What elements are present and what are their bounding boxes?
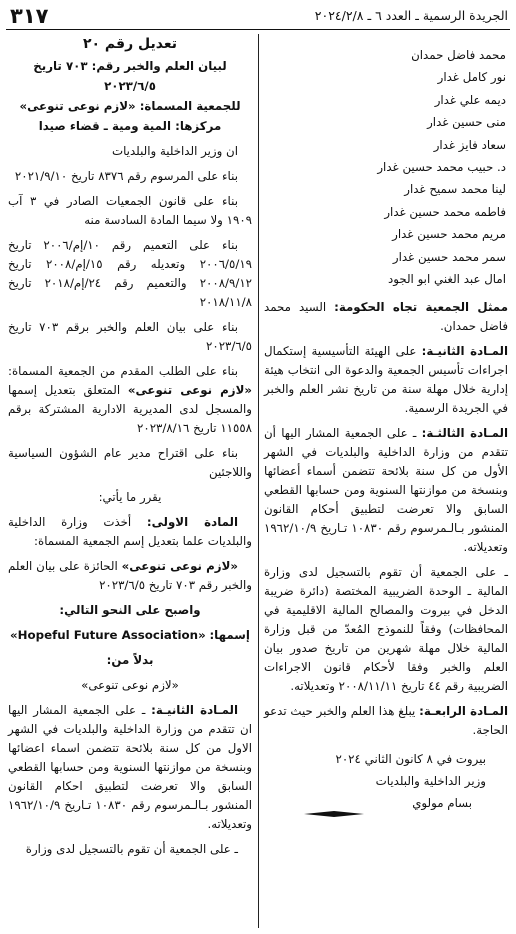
amendment-subtitle-1: لبيان العلم والخبر رقم: ٧٠٣ تاريخ ٢٠٢٣/٦/٥: [33, 59, 227, 93]
journal-title: الجريدة الرسمية ـ العدد ٦ ـ ٢٠٢٤/٢/٨: [314, 8, 508, 23]
new-name-label: إسمها:: [209, 628, 250, 642]
article-text: يبلغ هذا العلم والخبر حيث تدعو الحاجة.: [264, 704, 508, 738]
article-text: ـ على الجمعية المشار اليها ان تتقدم من وزارة الداخلية والبلديات في الشهر الاول من كل سنة بلائحة تتضمن اسماء اعضائها وبنسخة من موازنتها السنوية ومن حسابها القطعي السابق والا تعرضت لتطبيق احكام القانون المنشور بـالـمرسوم رقم ١٠٨٣٠ تـاريخ ١٩٦٢/١٠/٩ وتعديلاته.: [8, 703, 252, 831]
preamble-decree: بناء على المرسوم رقم ٨٣٧٦ تاريخ ٢٠٢١/٩/١٠: [14, 169, 238, 183]
page-number: ٣١٧: [10, 4, 49, 28]
article-text: أخذت وزارة الداخلية والبلديات علما بتعديل إسم الجمعية المسماة:: [8, 515, 252, 548]
gov-representative: [264, 298, 508, 336]
article-label: المـادة الثانيـة:: [151, 703, 238, 717]
article-1: [8, 513, 252, 551]
preamble-proposal: بناء على اقتراح مدير عام الشؤون السياسية واللاجئين: [8, 446, 252, 479]
new-name-value: «Hopeful Future Association»: [10, 628, 206, 642]
request-text-c: المتعلق بتعديل إسمها والمسجل لدى المديرية الادارية المشتركة برقم ١١٥٥٨ تاريخ ٢٠٢٣/٨/١٦: [8, 383, 252, 435]
minister-name: بسام مولوي: [412, 796, 472, 811]
preamble-minister: ان وزير الداخلية والبلديات: [111, 144, 238, 158]
article-2: [264, 342, 508, 418]
article-text: على الهيئة التأسيسية إستكمال اجراءات تأسيس الجمعية والدعوة الى انتخاب هيئة إدارية خلال مهلة سنة من تاريخ نشر العلم والخبر في الجريدة الرسمية.: [264, 344, 508, 416]
preamble-request: [8, 362, 252, 438]
article-2-tax: ـ على الجمعية أن تقوم بالتسجيل لدى وزارة: [25, 842, 238, 856]
article-3: [264, 424, 508, 557]
date-line: بيروت في ٨ كانون الثاني ٢٠٢٤: [335, 752, 486, 767]
list-item: فاطمه محمد حسين غدار: [384, 204, 506, 219]
list-item: منى حسين غدار: [427, 115, 506, 130]
became-heading: واصبح على النحو التالي:: [59, 603, 201, 617]
article-4: [264, 702, 508, 740]
old-name-line: «لازم نوعى تنوعى»: [81, 678, 179, 692]
amendment-title: تعديل رقم ٢٠: [82, 36, 178, 52]
new-name-line: [8, 626, 252, 645]
signature-block: [264, 748, 508, 814]
minister-title: وزير الداخلية والبلديات: [375, 774, 486, 789]
page-header: [8, 6, 508, 28]
article-1-cont: [8, 557, 252, 595]
list-item: مريم محمد حسين غدار: [392, 227, 506, 242]
article-label: المـادة الثانيـة:: [421, 344, 508, 359]
amendment-subtitle-2: للجمعية المسماة: «لازم نوعى تنوعى»: [19, 99, 241, 113]
article-text: ـ على الجمعية المشار اليها أن تتقدم من وزارة الداخلية والبلديات في الشهر الأول من كل سنة بلائحة تتضمن أسماء أعضائها وبنسخة من موازنتها السنوية ومن حسابها القطعي السابق والا تعرضت لتطبيق أحكام القانون المنشور بـالـمرسوم رقم ١٠٨٣٠ تـاريخ ١٩٦٢/١٠/٩ وتعديلاته.: [264, 426, 508, 555]
article-text: الحائزة على بيان العلم والخبر رقم ٧٠٣ تاريخ ٢٠٢٣/٦/٥: [8, 559, 252, 592]
founders-list: [264, 34, 508, 290]
amendment-subtitle-3: مركزها: المية ومية ـ قضاء صيدا: [38, 119, 222, 133]
instead-heading: بدلاً من:: [106, 653, 154, 667]
end-separator: [304, 810, 364, 818]
preamble-law: بناء على قانون الجمعيات الصادر في ٣ آب ١٩٠٩ ولا سيما المادة السادسة منه: [8, 194, 252, 227]
article-label: المادة الاولى:: [146, 515, 238, 529]
association-old-name: «لازم نوعى تنوعى»: [127, 383, 252, 397]
preamble-statement: بناء على بيان العلم والخبر برقم ٧٠٣ تاريخ ٢٠٢٣/٦/٥: [8, 320, 252, 353]
gov-rep-value: السيد محمد فاضل حمدان.: [264, 300, 508, 334]
article-2-left: [8, 701, 252, 834]
gov-rep-label: ممثل الجمعية تجاه الحكومة:: [334, 300, 508, 315]
list-item: نور كامل غدار: [437, 70, 506, 85]
right-column: [264, 34, 508, 814]
list-item: سعاد فايز غدار: [433, 137, 506, 152]
article-label: المـادة الثالثـة:: [421, 426, 508, 441]
column-divider: [258, 34, 259, 928]
decides-heading: يقرر ما يأتي:: [98, 490, 162, 504]
article-3-tax: ـ على الجمعية أن تقوم بالتسجيل لدى وزارة المالية ـ الوحدة الضريبية المختصة (دائرة ضريبة الدخل في بيروت والمصالح المالية الاقليمية في المحافظات) وفقاً للنموذج المُعدّ من قبل وزارة المالية خلال مهلة شهرين من تاريخ صدور بيان العلم والخبر وفقا لأحكام قانون الاجراءات الضريبية رقم ٤٤ تاريخ ٢٠٠٨/١١/١١ وتعديلاته.: [264, 565, 508, 694]
list-item: سمر محمد حسين غدار: [392, 249, 506, 264]
header-rule: [6, 29, 510, 30]
list-item: محمد فاضل حمدان: [411, 48, 506, 62]
list-item: امال عبد الغني ابو الجود: [388, 272, 506, 287]
list-item: لينا محمد سميح غدار: [404, 182, 506, 197]
left-column: [8, 34, 252, 865]
list-item: ديمه علي غدار: [434, 92, 506, 107]
request-text-a: بناء على الطلب المقدم من الجمعية المسماة:: [8, 364, 238, 378]
list-item: د. حبيب محمد حسين غدار: [377, 160, 506, 175]
preamble-circular: بناء على التعميم رقم ١٠/إم/٢٠٠٦ تاريخ ٢٠٠٦/٥/١٩ وتعديله رقم ١٥/إم/٢٠٠٨ تاريخ ٢٠٠٨/٩/١٢ والتعميم رقم ٢٤/إم/٢٠١٨ تاريخ ٢٠١٨/١١/٨: [8, 238, 252, 309]
article-label: المـادة الرابعـة:: [419, 704, 508, 719]
association-old-name: «لازم نوعى تنوعى»: [121, 559, 238, 573]
